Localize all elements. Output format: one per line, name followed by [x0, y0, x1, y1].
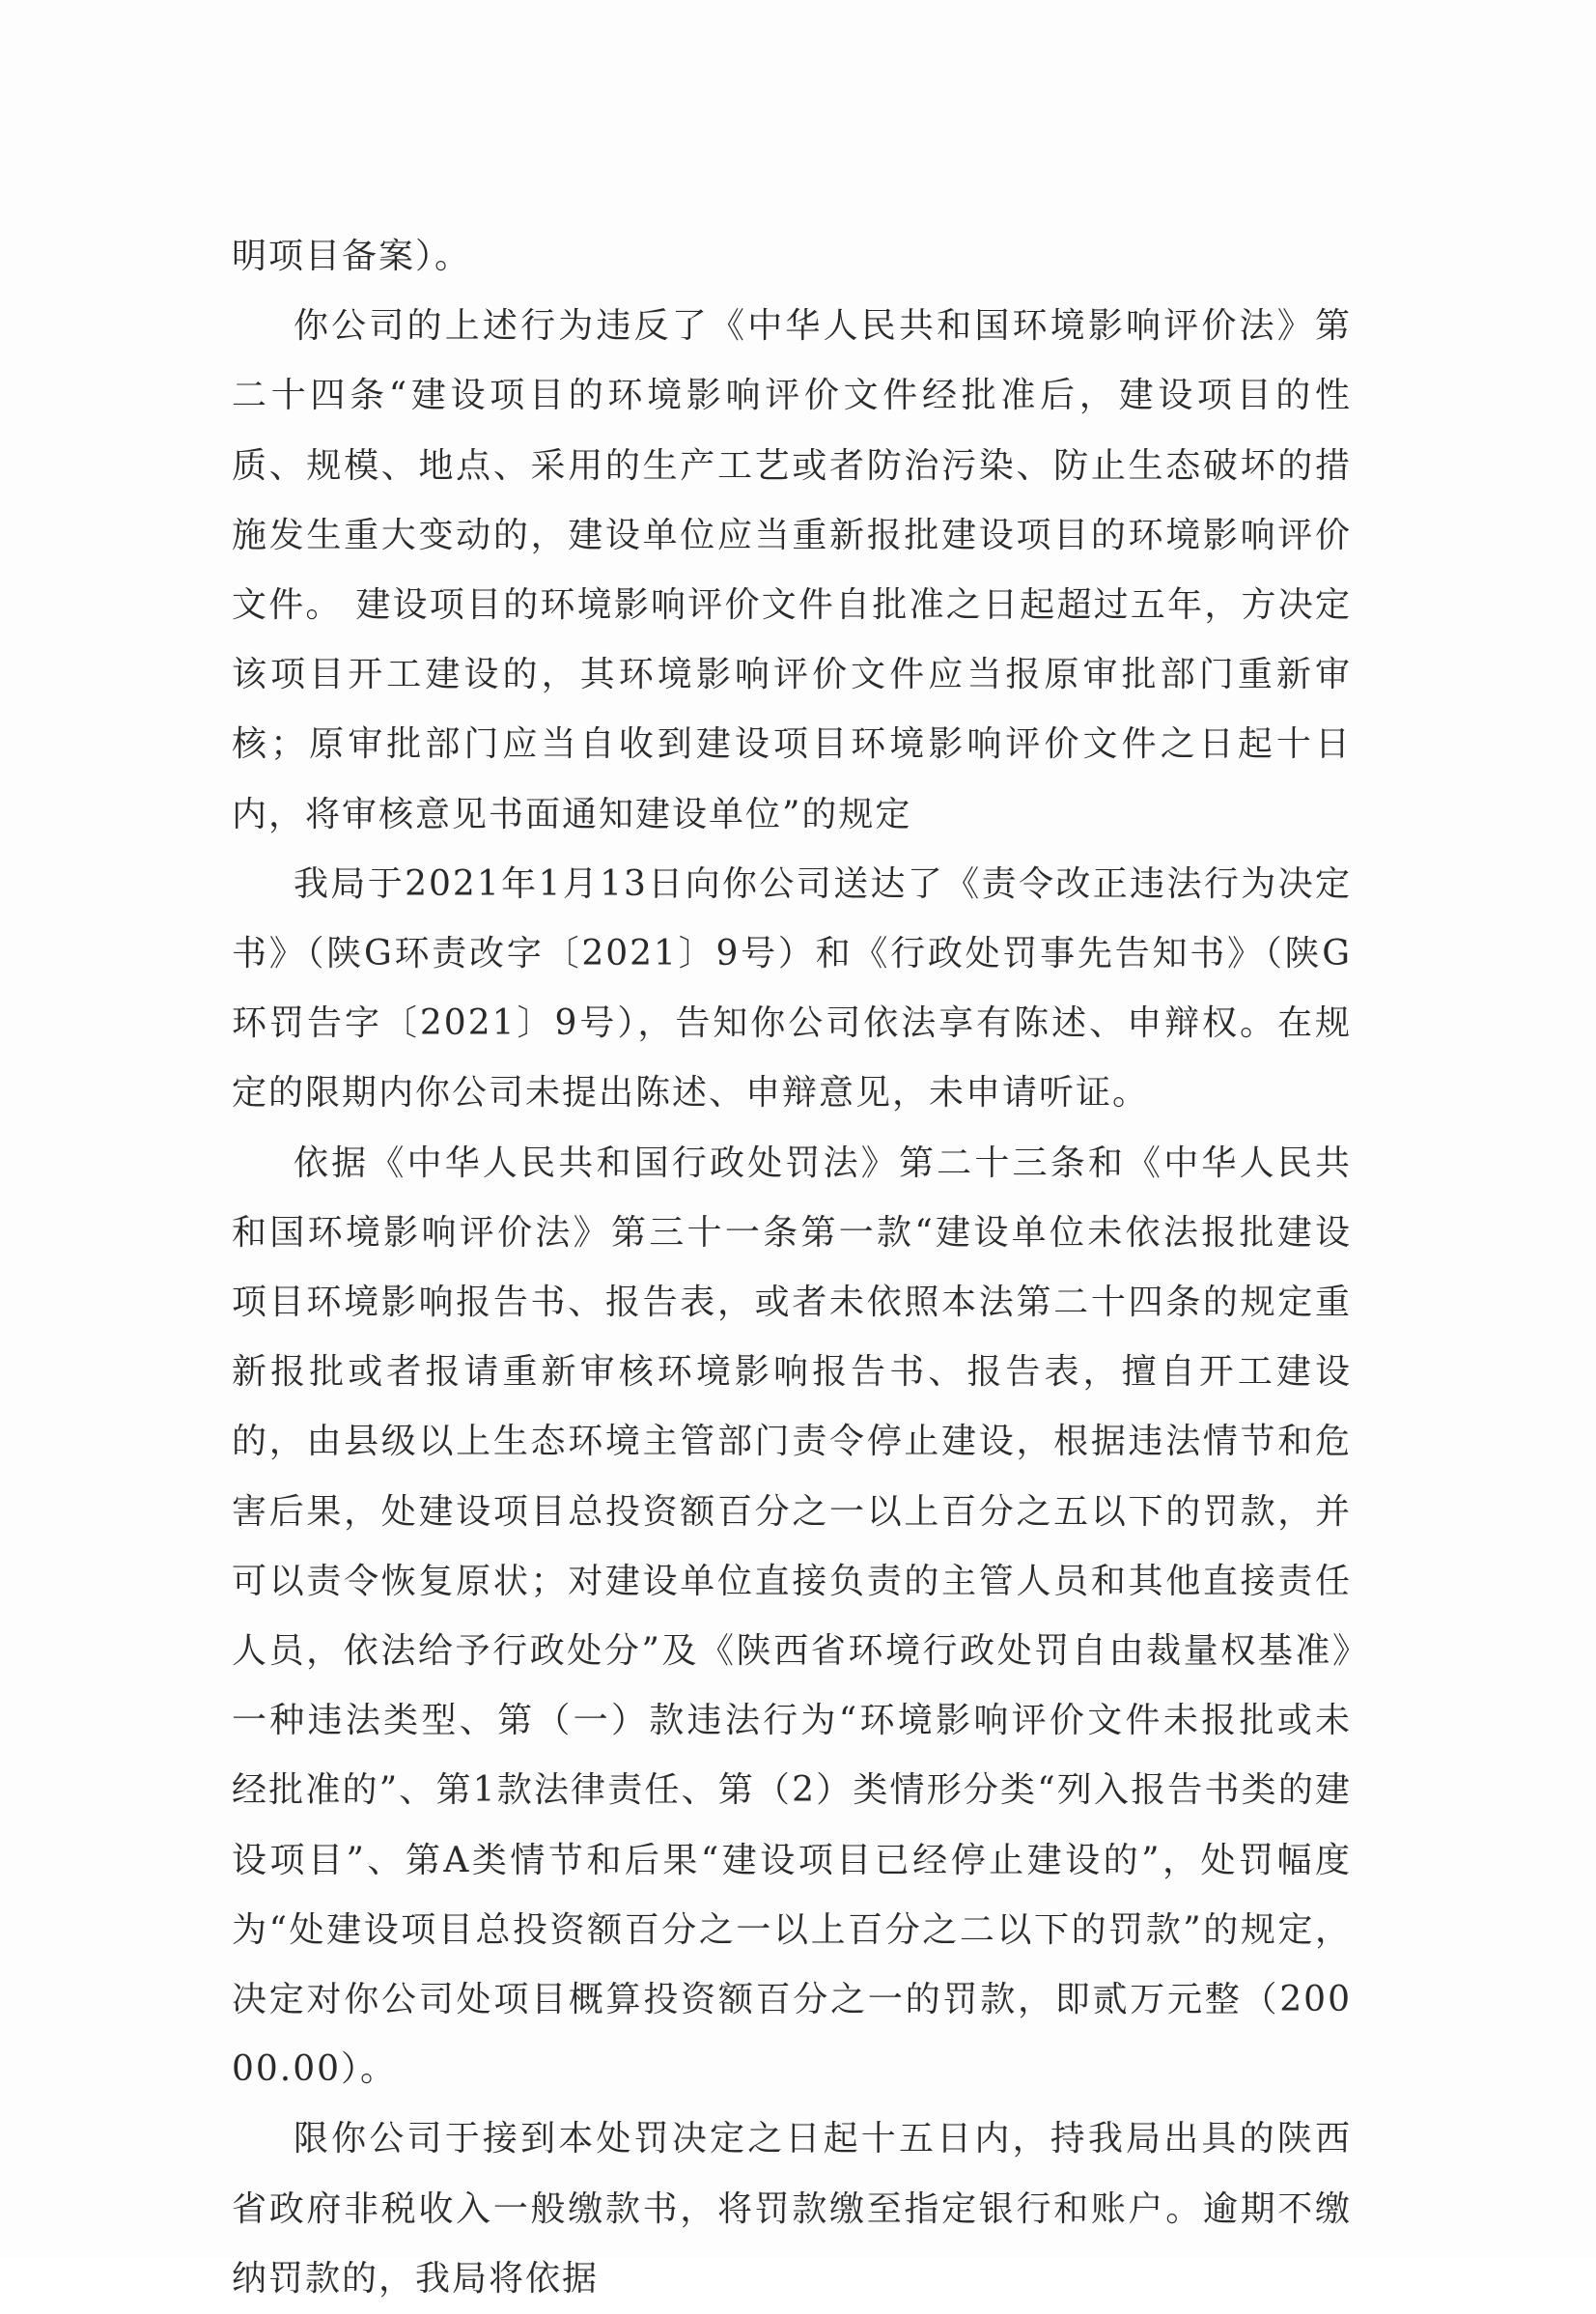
paragraph-notification: 我局于2021年1月13日向你公司送达了《责令改正违法行为决定书》（陕G环责改字〔2021〕9号）和《行政处罚事先告知书》（陕G环罚告字〔2021〕9号），告知你公司依法享有陈述、申辩权。在规定的限期内你公司未提出陈述、申辩意见，未申请听证。: [232, 863, 1352, 1114]
paragraph-violation: 你公司的上述行为违反了《中华人民共和国环境影响评价法》第二十四条“建设项目的环境影响评价文件经批准后，建设项目的性质、规模、地点、采用的生产工艺或者防治污染、防止生态破坏的措施发生重大变动的，建设单位应当重新报批建设项目的环境影响评价文件。 建设项目的环境影响评价文件自批准之日起超过五年，方决定该项目开工建设的，其环境影响评价文件应当报原审批部门重新审核；原审批部门应当自收到建设项目环境影响评价文件之日起十日内，将审核意见书面通知建设单位”的规定: [232, 306, 1352, 834]
paragraph-continuation: 明项目备案）。: [232, 237, 472, 276]
paragraph-payment-deadline: 限你公司于接到本处罚决定之日起十五日内，持我局出具的陕西省政府非税收入一般缴款书，将罚款缴至指定银行和账户。逾期不缴纳罚款的，我局将依据: [232, 2119, 1352, 2299]
paragraph-penalty-basis: 依据《中华人民共和国行政处罚法》第二十三条和《中华人民共和国环境影响评价法》第三十一条第一款“建设单位未依法报批建设项目环境影响报告书、报告表，或者未依照本法第二十四条的规定重新报批或者报请重新审核环境影响报告书、报告表，擅自开工建设的，由县级以上生态环境主管部门责令停止建设，根据违法情节和危害后果，处建设项目总投资额百分之一以上百分之五以下的罚款，并可以责令恢复原状；对建设单位直接负责的主管人员和其他直接责任人员，依法给予行政处分”及《陕西省环境行政处罚自由裁量权基准》一种违法类型、第（一）款违法行为“环境影响评价文件未报批或未经批准的”、第1款法律责任、第（2）类情形分类“列入报告书类的建设项目”、第A类情节和后果“建设项目已经停止建设的”，处罚幅度为“处建设项目总投资额百分之一以上百分之二以下的罚款”的规定，决定对你公司处项目概算投资额百分之一的罚款，即贰万元整（20000.00）。: [232, 1143, 1352, 2090]
document-body: [232, 222, 1352, 2314]
